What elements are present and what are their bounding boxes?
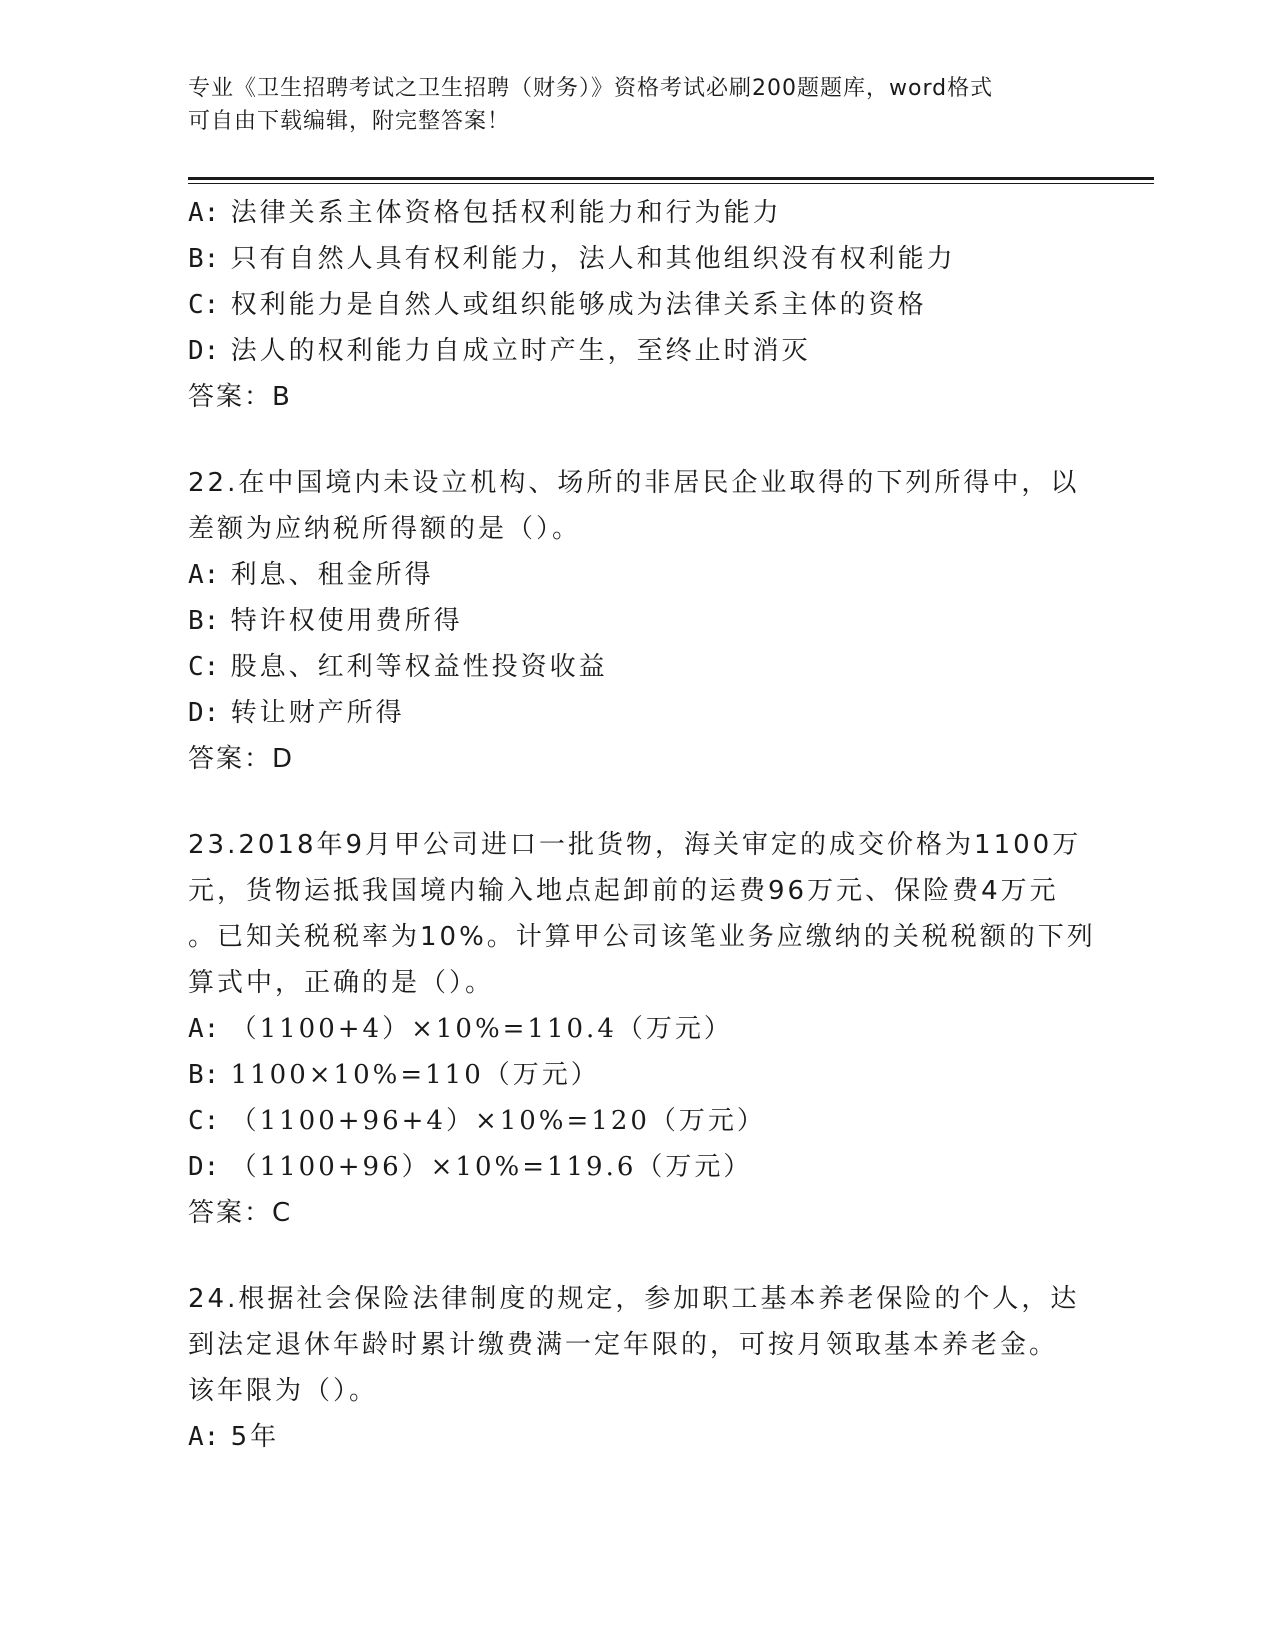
header-line-2: 可自由下载编辑，附完整答案！ (188, 109, 511, 134)
question-stem-line: 24.根据社会保险法律制度的规定，参加职工基本养老保险的个人，达 (188, 1284, 1080, 1314)
option-a (188, 552, 1088, 598)
option-b (188, 598, 1088, 644)
option-text: （1100+4）×10%=110.4（万元） (230, 1014, 733, 1044)
question-21 (188, 190, 1088, 420)
option-a (188, 1006, 1088, 1052)
option-key: D: (188, 336, 220, 366)
option-key: A: (188, 560, 220, 590)
option-key: C: (188, 1106, 220, 1136)
option-key: C: (188, 652, 220, 682)
option-key: A: (188, 198, 220, 228)
option-key: B: (188, 244, 220, 274)
option-text: 转让财产所得 (230, 698, 405, 728)
option-key: B: (188, 1060, 220, 1090)
option-text: 只有自然人具有权利能力，法人和其他组织没有权利能力 (230, 244, 956, 274)
answer-line: 答案：B (188, 382, 292, 412)
option-b (188, 1052, 1088, 1098)
question-stem-line: 到法定退休年龄时累计缴费满一定年限的，可按月领取基本养老金。 (188, 1330, 1059, 1360)
question-stem-line: 该年限为（）。 (188, 1376, 379, 1406)
answer-line: 答案：D (188, 744, 295, 774)
option-a (188, 190, 1088, 236)
option-key: C: (188, 290, 220, 320)
option-text: （1100+96+4）×10%=120（万元） (230, 1106, 766, 1136)
question-22 (188, 460, 1088, 782)
option-text: （1100+96）×10%=119.6（万元） (230, 1152, 753, 1182)
question-stem-line: 22.在中国境内未设立机构、场所的非居民企业取得的下列所得中，以 (188, 468, 1080, 498)
answer-line: 答案：C (188, 1198, 293, 1228)
option-text: 特许权使用费所得 (230, 606, 463, 636)
option-b (188, 236, 1088, 282)
option-text: 5年 (230, 1422, 280, 1452)
question-23 (188, 822, 1096, 1236)
option-a (188, 1414, 1088, 1460)
option-d (188, 690, 1088, 736)
question-stem-line: 23.2018年9月甲公司进口一批货物，海关审定的成交价格为1100万 (188, 830, 1082, 860)
question-stem-line: 元，货物运抵我国境内输入地点起卸前的运费96万元、保险费4万元 (188, 876, 1059, 906)
option-key: A: (188, 1014, 220, 1044)
option-text: 股息、红利等权益性投资收益 (230, 652, 608, 682)
question-stem-line: 差额为应纳税所得额的是（）。 (188, 514, 582, 544)
question-content (188, 190, 1096, 1460)
document-header (188, 72, 1088, 138)
option-key: D: (188, 1152, 220, 1182)
option-text: 法人的权利能力自成立时产生，至终止时消灭 (230, 336, 811, 366)
header-divider-thin (188, 183, 1154, 184)
question-stem-line: 算式中，正确的是（）。 (188, 968, 495, 998)
option-text: 利息、租金所得 (230, 560, 434, 590)
option-c (188, 1098, 1088, 1144)
option-key: A: (188, 1422, 220, 1452)
option-d (188, 328, 1088, 374)
option-c (188, 644, 1088, 690)
header-line-1: 专业《卫生招聘考试之卫生招聘（财务）》资格考试必刷200题题库，word格式 (188, 76, 994, 101)
option-d (188, 1144, 1088, 1190)
question-stem-line: 。已知关税税率为10%。计算甲公司该笔业务应缴纳的关税税额的下列 (188, 922, 1096, 952)
option-c (188, 282, 1088, 328)
question-24 (188, 1276, 1088, 1460)
header-divider-thick (188, 177, 1154, 180)
option-key: D: (188, 698, 220, 728)
option-key: B: (188, 606, 220, 636)
option-text: 权利能力是自然人或组织能够成为法律关系主体的资格 (230, 290, 927, 320)
option-text: 法律关系主体资格包括权利能力和行为能力 (230, 198, 782, 228)
option-text: 1100×10%=110（万元） (230, 1060, 600, 1090)
